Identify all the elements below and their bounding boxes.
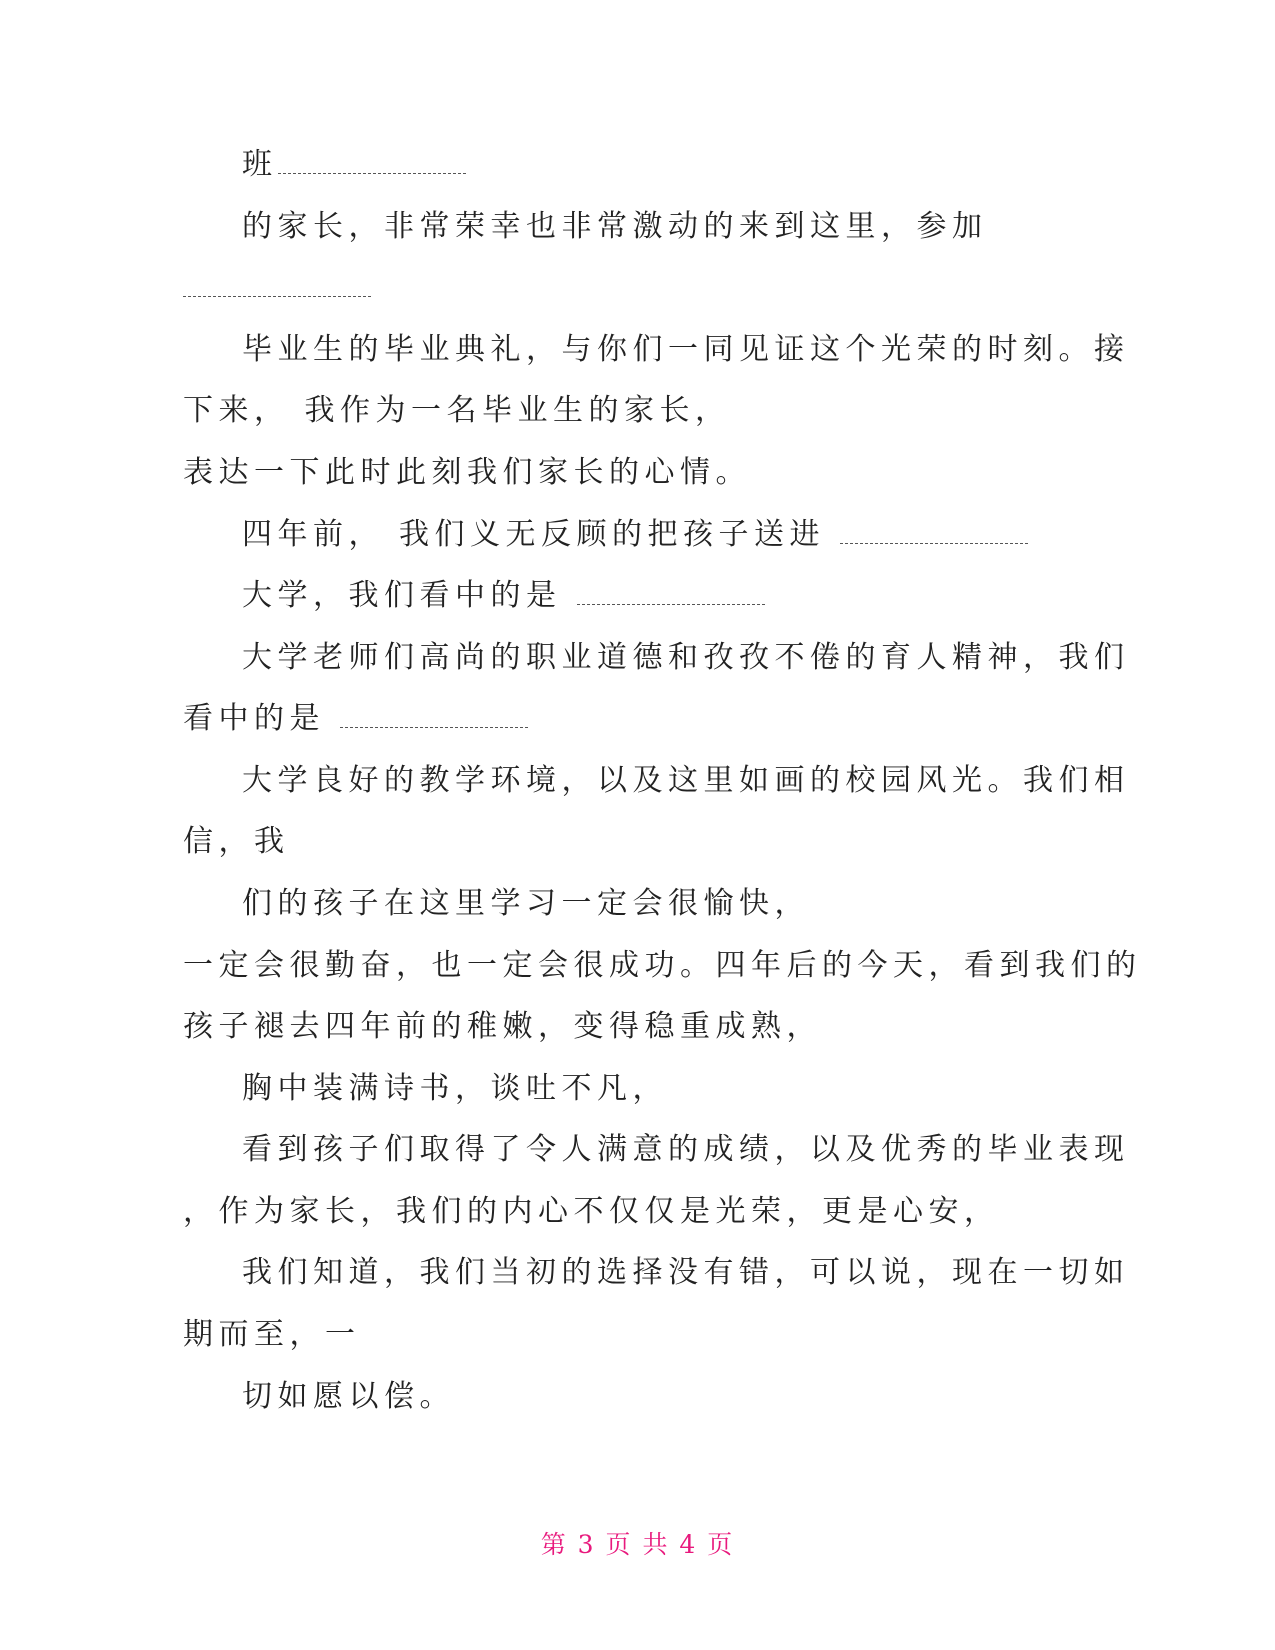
text-line: 大学，我们看中的是 (242, 576, 765, 616)
text-line: ，作为家长，我们的内心不仅仅是光荣，更是心安， (183, 1194, 1000, 1229)
text-line (183, 268, 371, 308)
text-line: 切如愿以偿。 (242, 1379, 455, 1414)
fill-blank (840, 519, 1028, 544)
text-line: 我们知道，我们当初的选择没有错，可以说，现在一切如 (242, 1255, 1130, 1290)
text-line: 的家长，非常荣幸也非常激动的来到这里，参加 (242, 209, 988, 244)
text-line: 期而至，一 (183, 1317, 361, 1352)
fill-blank (577, 580, 765, 605)
text-line: 看到孩子们取得了令人满意的成绩，以及优秀的毕业表现 (242, 1132, 1130, 1167)
text-line: 胸中装满诗书，谈吐不凡， (242, 1071, 668, 1106)
text-line: 们的孩子在这里学习一定会很愉快， (242, 886, 810, 921)
text-line: 看中的是 (183, 699, 528, 739)
text-line: 信，我 (183, 824, 290, 859)
text-line: 毕业生的毕业典礼，与你们一同见证这个光荣的时刻。接 (242, 332, 1130, 367)
page-number-footer: 第 3 页 共 4 页 (540, 1530, 735, 1559)
fill-blank (278, 149, 466, 174)
text-line: 大学老师们高尚的职业道德和孜孜不倦的育人精神，我们 (242, 640, 1130, 675)
text-line: 下来， 我作为一名毕业生的家长， (183, 393, 731, 428)
text-line: 表达一下此时此刻我们家长的心情。 (183, 455, 751, 490)
fill-blank (340, 703, 528, 728)
text-line: 班 (242, 145, 466, 185)
text-line: 一定会很勤奋，也一定会很成功。四年后的今天，看到我们的 (183, 948, 1142, 983)
fill-blank (183, 272, 371, 297)
text-line: 孩子褪去四年前的稚嫩，变得稳重成熟， (183, 1009, 822, 1044)
text-line: 大学良好的教学环境，以及这里如画的校园风光。我们相 (242, 763, 1130, 798)
text-line: 四年前， 我们义无反顾的把孩子送进 (242, 515, 1028, 555)
